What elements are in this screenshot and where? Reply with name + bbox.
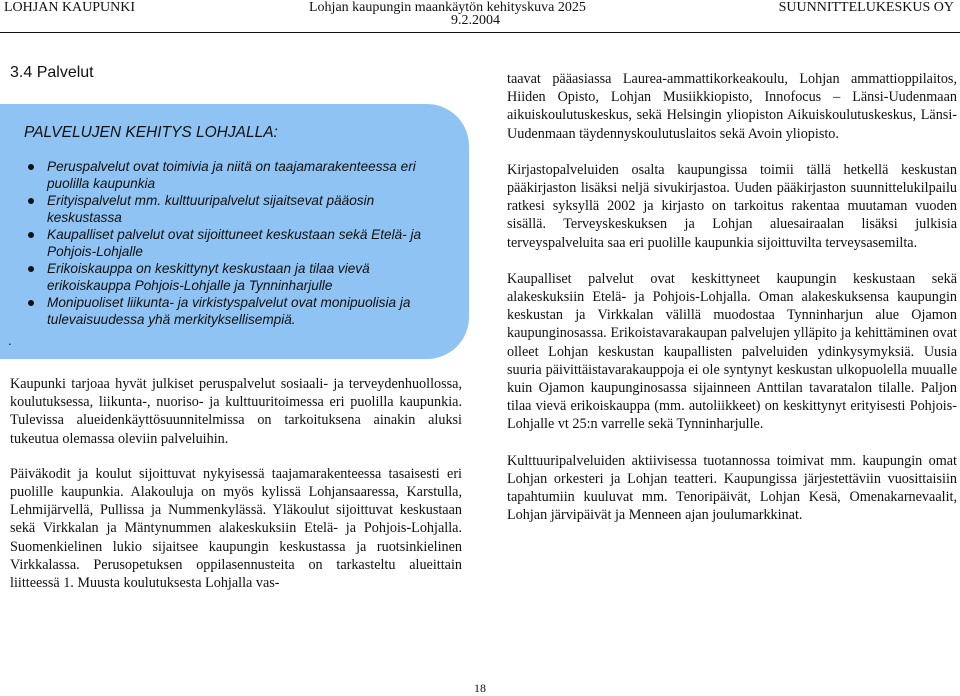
paragraph: Kirjastopalveluiden osalta kaupungissa toimii tällä hetkellä keskustan pääkirjaston lisäksi neljä sivukirjastoa. Uuden pääkirjaston suunnittelukilpailu ratkesi syksyllä 2002 ja kirjasto on tarkoitus rakentaa muutaman vuoden sisällä. Terveyskeskuksen ja Lohjan aluesairaalan lisäksi julkisia terveyspalveluita saa eri puolille kaupunkia sijoittuvilta terveysasemilta. [507, 161, 957, 251]
header-date: 9.2.2004 [451, 13, 500, 28]
bullet-item [28, 294, 452, 328]
bullet-text: Monipuoliset liikunta- ja virkistyspalvelut ovat monipuolisia ja tulevaisuudessa yhä merkityksellisempiä. [47, 295, 411, 327]
left-text-column [10, 375, 462, 610]
section-title: 3.4 Palvelut [10, 64, 94, 81]
paragraph: Kulttuuripalveluiden aktiivisessa tuotannossa toimivat mm. kaupungin omat Lohjan orkesteri ja Lohjan teatteri. Kaupungissa järjestettäviin vuosittaisiin tapahtumiin kuuluvat mm. Tenoripäivät, Lohjan Kesä, Omenakarnevaalit, Lohjan järvipäivät ja Menneen ajan joulumarkkinat. [507, 452, 957, 524]
bullet-dot-icon [28, 300, 34, 306]
paragraph: Päiväkodit ja koulut sijoittuvat nykyisessä taajamarakenteessa tasaisesti eri puolille kaupunkia. Alakouluja on myös kylissä Lohjansaaressa, Karstulla, Lehmijärvellä, Pullissa ja Nummenkylässä. Yläkoulut sijoittuvat keskustaan sekä Virkkalan ja Mäntynummen alakeskuksiin Etelä- ja Pohjois-Lohjalla. Suomenkielinen lukio sijaitsee kaupungin keskustassa ja ruotsinkielinen Virkkalassa. Perusopetuksen oppilasennusteita on tarkasteltu alueittain liitteessä 1. Muusta koulutuksesta Lohjalla vas- [10, 465, 462, 592]
bullet-dot-icon [28, 164, 34, 170]
page-number: 18 [474, 681, 486, 695]
bullet-text: Kaupalliset palvelut ovat sijoittuneet keskustaan sekä Etelä- ja Pohjois-Lohjalle [47, 227, 422, 259]
callout-trailing-mark: . [8, 333, 12, 348]
page-header [0, 0, 960, 30]
header-document-title: Lohjan kaupungin maankäytön kehityskuva 2025 [309, 0, 586, 15]
bullet-text: Erikoiskauppa on keskittynyt keskustaan ja tilaa vievä erikoiskauppa Pohjois-Lohjalle ja Tynninharjulle [47, 261, 370, 293]
paragraph: taavat pääasiassa Laurea-ammattikorkeakoulu, Lohjan ammattioppilaitos, Hiiden Opisto, Lohjan Musiikkiopisto, Innofocus – Länsi-Uudenmaan aikuiskoulutuskeskus, sekä Helsingin yliopiston Aikuiskoulutuskeskus, Länsi-Uudenmaan täydennyskoulutuslaitos sekä Avoin yliopisto. [507, 71, 957, 142]
right-text-column [507, 70, 957, 542]
callout-title: PALVELUJEN KEHITYS LOHJALLA: [24, 124, 278, 141]
paragraph: Kaupunki tarjoaa hyvät julkiset peruspalvelut sosiaali- ja terveydenhuollossa, koulutuksessa, liikunta-, nuoriso- ja kulttuuritoimessa eri puolilla kaupunkia. Tulevissa alueidenkäyttösuunnitelmissa on tarkoituksena ainakin aluksi tukeutua olemassa oleviin palveluihin. [10, 376, 462, 447]
header-divider [0, 32, 960, 33]
header-organization: LOHJAN KAUPUNKI [4, 0, 136, 15]
bullet-dot-icon [28, 232, 34, 238]
bullet-item [28, 260, 452, 294]
callout-bullet-list [28, 158, 452, 328]
bullet-item [28, 158, 452, 192]
bullet-dot-icon [28, 266, 34, 272]
bullet-text: Peruspalvelut ovat toimivia ja niitä on taajamarakenteessa eri puolilla kaupunkia [47, 159, 416, 191]
paragraph: Kaupalliset palvelut ovat keskittyneet kaupungin keskustaan sekä alakeskuksiin Etelä- ja Pohjois-Lohjalla. Oman alakeskuksensa kaupungin keskustan ja Virkkalan välillä muodostaa Tynninharjun alue Ojamon kaupunginosassa. Erikoistavarakaupan palvelujen ylläpito ja kehittäminen ovat olleet Lohjan keskustan kaupallisten palveluiden ydinkysymyksiä. Uusia suuria päivittäistavarakauppoja ei ole syntynyt keskustan ulkopuolella muualle kuin Ojamon kaupunginosassa sijainneen Anttilan tavaratalon tilalle. Paljon tilaa vievä erikoiskauppa (mm. autoliikkeet) on keskittynyt erityisesti Pohjois-Lohjalle vt 25:n varrelle sekä Tynninharjulle. [507, 270, 957, 433]
bullet-item [28, 226, 452, 260]
bullet-dot-icon [28, 198, 34, 204]
bullet-text: Erityispalvelut mm. kulttuuripalvelut sijaitsevat pääosin keskustassa [47, 193, 375, 225]
bullet-item [28, 192, 452, 226]
header-author: SUUNNITTELUKESKUS OY [778, 0, 954, 15]
